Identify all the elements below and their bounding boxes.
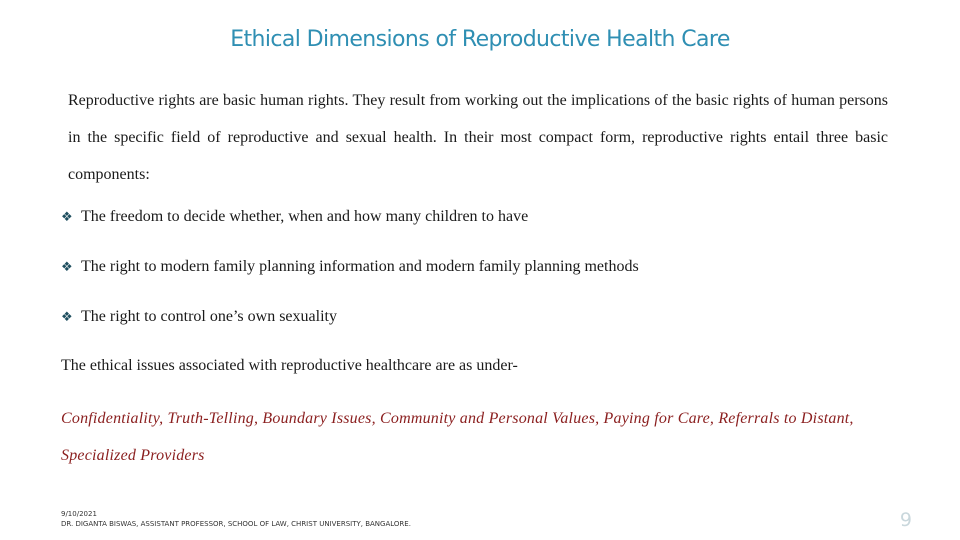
diamond-bullet-icon: ❖ xyxy=(61,260,73,275)
issues-list: Confidentiality, Truth-Telling, Boundary Issues, Community and Personal Values, Paying for Care, Referrals to Distant, Specialized Providers xyxy=(61,410,854,464)
bullet-text: The right to control one’s own sexuality xyxy=(81,308,337,325)
bullet-text: The freedom to decide whether, when and how many children to have xyxy=(81,208,529,225)
footer-date: 9/10/2021 xyxy=(61,510,97,518)
diamond-bullet-icon: ❖ xyxy=(61,310,73,325)
diamond-bullet-icon: ❖ xyxy=(61,210,73,225)
footer xyxy=(61,509,411,529)
bullet-item xyxy=(61,258,639,276)
intro-paragraph: Reproductive rights are basic human rights. They result from working out the implications of the basic rights of human persons in the specific field of reproductive and sexual health. In their most compact form, reproductive rights entail three basic components: xyxy=(68,92,888,183)
slide-number: 9 xyxy=(899,509,912,531)
footer-author: DR. DIGANTA BISWAS, ASSISTANT PROFESSOR, SCHOOL OF LAW, CHRIST UNIVERSITY, BANGALORE. xyxy=(61,520,411,528)
slide-title: Ethical Dimensions of Reproductive Health Care xyxy=(230,27,730,52)
bullet-text: The right to modern family planning information and modern family planning methods xyxy=(81,258,639,275)
bullet-item xyxy=(61,208,528,226)
issues-lead: The ethical issues associated with reproductive healthcare are as under- xyxy=(61,357,518,374)
bullet-item xyxy=(61,308,337,326)
